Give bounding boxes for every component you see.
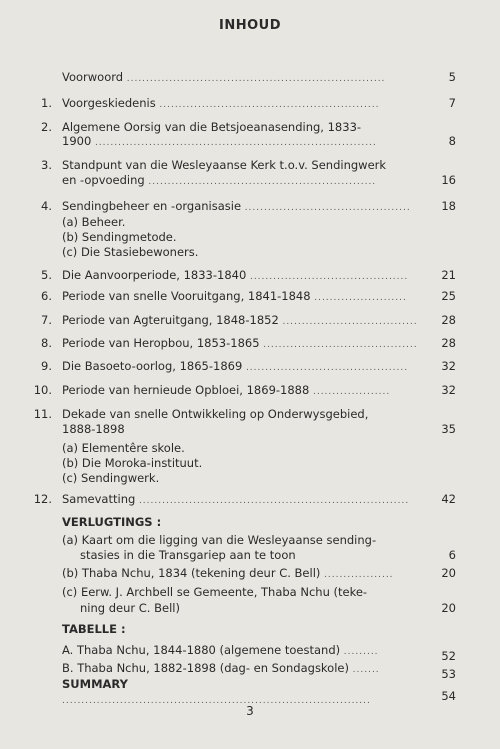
entry-number: 12. — [33, 492, 52, 506]
entry-title: Samevatting — [62, 492, 136, 506]
entry-number: 1. — [41, 96, 52, 110]
entry-title: Sendingbeheer en -organisasie — [62, 199, 242, 213]
entry-title: Dekade van snelle Ontwikkeling op Onderwysgebied, — [62, 407, 369, 421]
entry-page: 18 — [441, 199, 456, 213]
entry-page: 28 — [441, 313, 456, 327]
entry-title: Periode van hernieude Opbloei, 1869-1888 — [62, 383, 310, 397]
entry-title-cont: en -opvoeding — [62, 173, 145, 187]
entry-page: 52 — [441, 649, 456, 663]
entry-title-cont: 1900 — [62, 134, 92, 148]
toc-sub-item: (c) Sendingwerk. — [62, 471, 160, 485]
entry-page: 5 — [448, 70, 456, 84]
entry-page: 8 — [448, 134, 456, 148]
entry-title: (b) Thaba Nchu, 1834 (tekening deur C. Bell) — [62, 566, 321, 580]
entry-number: 3. — [41, 158, 52, 172]
entry-number: 11. — [33, 407, 52, 421]
entry-page: 16 — [441, 173, 456, 187]
entry-title: Periode van Heropbou, 1853-1865 — [62, 336, 260, 350]
entry-page: 32 — [441, 383, 456, 397]
entry-page: 20 — [441, 601, 456, 615]
entry-number: 9. — [41, 359, 52, 373]
entry-title: (c) Eerw. J. Archbell se Gemeente, Thaba Nchu (teke- — [62, 585, 368, 599]
section-heading-tabelle: TABELLE : — [62, 622, 126, 636]
entry-title: Voorgeskiedenis — [62, 96, 156, 110]
entry-number: 8. — [41, 336, 52, 350]
entry-title: Die Aanvoorperiode, 1833-1840 — [62, 268, 247, 282]
entry-page: 7 — [448, 96, 456, 110]
entry-page: 28 — [441, 336, 456, 350]
entry-number: 5. — [41, 268, 52, 282]
toc-sub-item: (b) Die Moroka-instituut. — [62, 456, 203, 470]
entry-title: Die Basoeto-oorlog, 1865-1869 — [62, 359, 243, 373]
toc-sub-item: (a) Beheer. — [62, 215, 126, 229]
section-heading-verlugtings: VERLUGTINGS : — [62, 515, 162, 529]
entry-number: 7. — [41, 313, 52, 327]
entry-page: 25 — [441, 289, 456, 303]
entry-page: 42 — [441, 492, 456, 506]
entry-page: 35 — [441, 422, 456, 436]
entry-title: SUMMARY — [62, 677, 128, 691]
entry-title: Periode van snelle Vooruitgang, 1841-1848 — [62, 289, 311, 303]
entry-title: Voorwoord — [62, 70, 124, 84]
page-number: 3 — [246, 704, 254, 718]
entry-page: 21 — [441, 268, 456, 282]
entry-title-cont: stasies in die Transgariep aan te toon — [80, 548, 296, 562]
toc-sub-item: (a) Elementêre skole. — [62, 441, 185, 455]
entry-page: 6 — [448, 548, 456, 562]
page-title: INHOUD — [219, 18, 281, 33]
toc-sub-item: (c) Die Stasiebewoners. — [62, 245, 199, 259]
toc-page: INHOUD Voorwoord ................................................................... 5 1. Voorgeskiedenis ......................................................... 7 2. Algemene Oorsig van die Betsjoeanasending, 1833- 1900 ......................................................................... 8 3. Standpunt van die Wesleyaanse Kerk t.o.v. Sendingwerk en -opvoeding ........................................................... 16 4. Sendingbeheer en -organisasie ........................................... 18 (a) Beheer. (b) Sendingmetode. (c) Die Stasiebewoners. 5. Die Aanvoorperiode, 1833-1840 ......................................... 21 6. Periode van snelle Vooruitgang, 1841-1848 ........................ 25 7. Periode van Agteruitgang, 1848-1852 ................................... 28 8. Periode van Heropbou, 1853-1865 ........................................ 28 9. Die Basoeto-oorlog, 1865-1869 .......................................... 32 10. Periode van hernieude Opbloei, 1869-1888 .................... 32 11. Dekade van snelle Ontwikkeling op Onderwysgebied, 1888-1898 35 (a) Elementêre skole. (b) Die Moroka-instituut. (c) Sendingwerk. 12. Samevatting ...................................................................... 42 VERLUGTINGS : (a) Kaart om die ligging van die Wesleyaanse sending- stasies in die Transgariep aan te toon 6 (b) Thaba Nchu, 1834 (tekening deur C. Bell) .................. 20 (c) Eerw. J. Archbell se Gemeente, Thaba Nchu (teke- ning deur C. Bell) 20 TABELLE : A. Thaba Nchu, 1844-1880 (algemene toestand) ......... 52 B. Thaba Nchu, 1882-1898 (dag- en Sondagskole) ....... 53 SUMMARY ................................................................................ 54 3 — [0, 0, 500, 749]
entry-title-cont: 1888-1898 — [62, 422, 125, 436]
entry-title: Periode van Agteruitgang, 1848-1852 — [62, 313, 279, 327]
entry-number: 10. — [33, 383, 52, 397]
entry-title: A. Thaba Nchu, 1844-1880 (algemene toestand) — [62, 643, 341, 657]
entry-page: 54 — [441, 689, 456, 703]
entry-number: 4. — [41, 199, 52, 213]
entry-page: 20 — [441, 566, 456, 580]
entry-number: 6. — [41, 289, 52, 303]
entry-page: 53 — [441, 667, 456, 681]
entry-page: 32 — [441, 359, 456, 373]
toc-sub-item: (b) Sendingmetode. — [62, 230, 177, 244]
entry-title: Algemene Oorsig van die Betsjoeanasending, 1833- — [62, 120, 362, 134]
entry-number: 2. — [41, 120, 52, 134]
entry-title-cont: ning deur C. Bell) — [80, 601, 180, 615]
entry-title: Standpunt van die Wesleyaanse Kerk t.o.v. Sendingwerk — [62, 158, 387, 172]
entry-title: (a) Kaart om die ligging van die Wesleyaanse sending- — [62, 533, 377, 547]
entry-title: B. Thaba Nchu, 1882-1898 (dag- en Sondagskole) — [62, 661, 349, 675]
